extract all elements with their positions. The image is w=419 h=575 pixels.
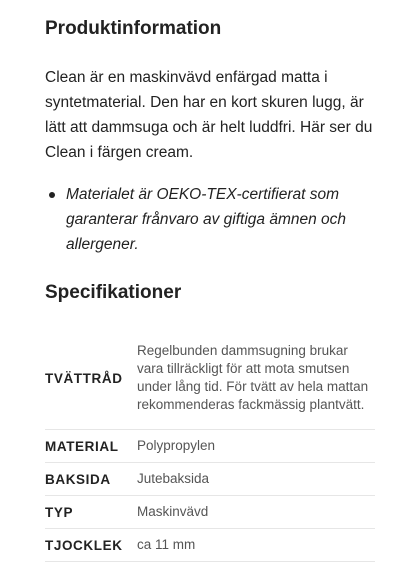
list-item [45,182,380,257]
bullet-icon [49,192,55,198]
spec-value-material: Polypropylen [137,438,216,453]
feature-list [45,182,380,257]
table-row [45,327,375,430]
table-row [45,496,375,529]
specifications-table [45,327,375,562]
spec-key-thickness: TJOCKLEK [45,537,123,553]
table-row [45,430,375,463]
specifications-heading: Specifikationer [45,282,182,303]
spec-value-backing: Jutebaksida [137,471,210,486]
spec-value-thickness: ca 11 mm [137,537,196,552]
spec-value-type: Maskinvävd [137,504,209,519]
table-row [45,529,375,562]
table-row [45,463,375,496]
spec-key-care: TVÄTTRÅD [45,370,123,386]
spec-key-material: MATERIAL [45,438,119,454]
product-description: Clean är en maskinvävd enfärgad matta i syntetmaterial. Den har en kort skuren lugg, är lätt att dammsuga och är helt luddfri. Här ser du Clean i färgen cream. [45,69,373,161]
product-info-heading: Produktinformation [45,18,222,39]
spec-value-care: Regelbunden dammsugning brukar vara tillräckligt för att mota smutsen under lång tid. För tvätt av hela mattan rekommenderas fackmässig plantvätt. [137,343,369,412]
spec-key-backing: BAKSIDA [45,471,111,487]
spec-key-type: TYP [45,504,74,520]
feature-text: Materialet är OEKO-TEX-certifierat som garanterar frånvaro av giftiga ämnen och allergener. [66,186,347,253]
